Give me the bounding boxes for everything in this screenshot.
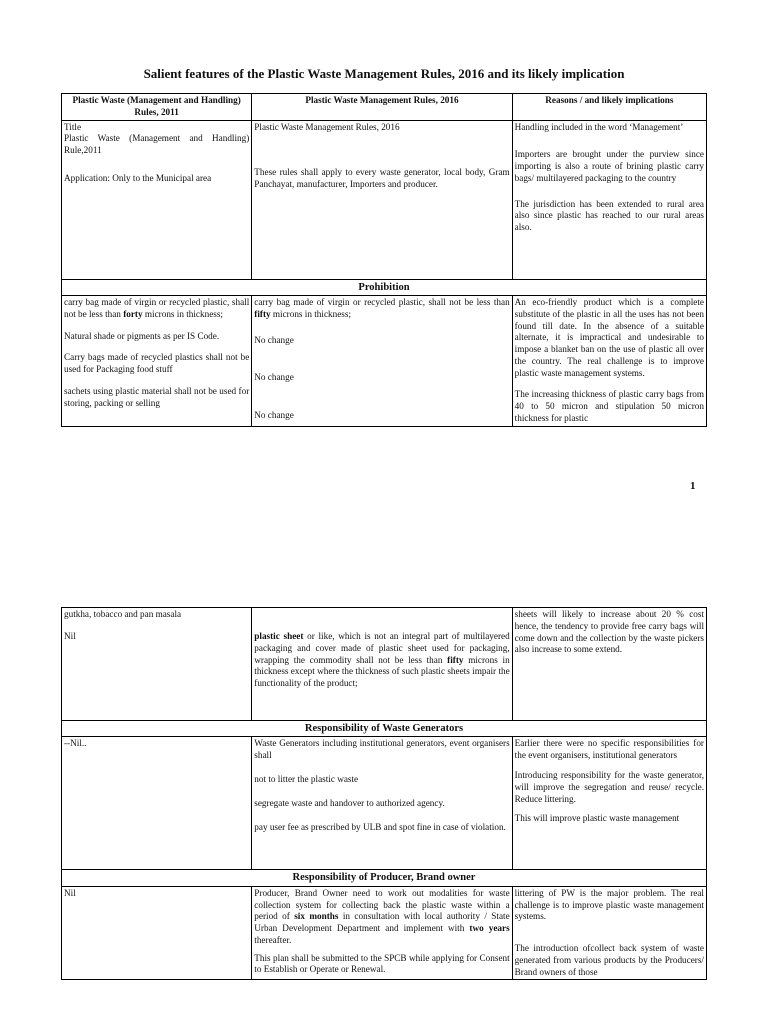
cell-text: Handling included in the word ‘Management’ xyxy=(514,121,684,132)
cell-text: Nil xyxy=(64,630,76,641)
section-heading: Responsibility of Waste Generators xyxy=(62,721,707,737)
cell-text: Importers are brought under the purview since importing is also a route of brining plastic carry bags/ multilayered packaging to the country xyxy=(514,149,704,183)
cell-text: No change xyxy=(254,334,294,345)
cell-text: gutkha, tobacco and pan masala xyxy=(64,609,182,619)
cell-text: Introducing responsibility for the waste generator, will improve the segregation and reuse/ recycle. Reduce littering. xyxy=(514,769,704,804)
section-row-waste-generators xyxy=(62,721,707,737)
cell-text: carry bag made of virgin or recycled plastic, shall not be less than forty microns in thickness; xyxy=(64,296,250,319)
cell-text: carry bag made of virgin or recycled plastic, shall not be less than fifty microns in thickness; xyxy=(254,296,510,319)
cell-text: No change xyxy=(254,410,294,421)
cell-text: sheets will likely to increase about 20 % cost hence, the tendency to provide free carry bags will come down and the collection by the waste pickers also increase to some extend. xyxy=(514,609,704,655)
page-number: 1 xyxy=(690,480,696,492)
table-row xyxy=(62,737,707,870)
features-table-page-1 xyxy=(61,93,707,427)
section-row-producer-brand-owner xyxy=(62,870,707,886)
table-row xyxy=(62,120,707,279)
cell-text: Natural shade or pigments as per IS Code. xyxy=(64,330,220,341)
cell-text: --Nil.. xyxy=(64,738,87,749)
header-implications: Reasons / and likely implications xyxy=(512,94,706,121)
header-rules-2011: Plastic Waste (Management and Handling) Rules, 2011 xyxy=(62,94,252,121)
header-rules-2016: Plastic Waste Management Rules, 2016 xyxy=(252,94,512,121)
cell-text: littering of PW is the major problem. The real challenge is to improve plastic waste management systems. xyxy=(514,887,704,922)
section-heading: Prohibition xyxy=(62,279,707,295)
cell-text: Title xyxy=(64,121,82,132)
cell-text: Producer, Brand Owner need to work out modalities for waste collection system for collecting back the plastic waste within a period of six months in consultation with local authority / State Urban Development Department and implement with two years thereafter. xyxy=(254,887,510,945)
cell-text: segregate waste and handover to authorized agency. xyxy=(254,797,445,808)
cell-text: Earlier there were no specific responsibilities for the event organisers, institutional generators xyxy=(514,738,704,761)
cell-text: No change xyxy=(254,372,294,383)
table-row xyxy=(62,295,707,426)
cell-text: sachets using plastic material shall not be used for storing, packing or selling xyxy=(64,385,250,408)
cell-text: Plastic Waste Management Rules, 2016 xyxy=(254,121,400,132)
cell-text: pay user fee as prescribed by ULB and spot fine in case of violation. xyxy=(254,821,506,832)
cell-text: An eco-friendly product which is a complete substitute of the plastic in all the uses has not been found till date. In the absence of a suitable alternate, it is impractical and undesirable to impose a blanket ban on the use of plastic all over the country. The real challenge is to improve plastic waste management systems. xyxy=(514,296,704,378)
cell-text: The introduction ofcollect back system of waste generated from various products by the Producers/ Brand owners of those xyxy=(514,943,704,977)
cell-text: Waste Generators including institutional generators, event organisers shall xyxy=(254,738,510,761)
cell-text: Nil xyxy=(64,887,76,898)
cell-text: This will improve plastic waste management xyxy=(514,813,680,824)
cell-text: The increasing thickness of plastic carry bags from 40 to 50 micron and stipulation 50 micron thickness for plastic xyxy=(514,389,704,423)
features-table-page-2 xyxy=(61,607,707,980)
table-header-row xyxy=(62,94,707,121)
cell-text: plastic sheet or like, which is not an integral part of multilayered packaging and cover made of plastic sheet used for packaging, wrapping the commodity shall not be less than fifty microns in thickness except where the thickness of such plastic sheets impair the functionality of the product; xyxy=(254,631,510,689)
cell-text: The jurisdiction has been extended to rural area also since plastic has reached to our rural areas also. xyxy=(514,198,704,233)
page-title: Salient features of the Plastic Waste Management Rules, 2016 and its likely implication xyxy=(143,66,625,81)
cell-text: not to litter the plastic waste xyxy=(254,773,359,784)
table-row xyxy=(62,608,707,721)
section-row-prohibition xyxy=(62,279,707,295)
cell-text: These rules shall apply to every waste generator, local body, Gram Panchayat, manufacturer, Importers and producer. xyxy=(254,167,510,190)
cell-text: Carry bags made of recycled plastics shall not be used for Packaging food stuff xyxy=(64,352,250,375)
cell-text: Application: Only to the Municipal area xyxy=(64,172,212,183)
cell-text: Plastic Waste (Management and Handling) Rule,2011 xyxy=(64,133,250,156)
section-heading: Responsibility of Producer, Brand owner xyxy=(62,870,707,886)
table-row xyxy=(62,886,707,980)
cell-text: This plan shall be submitted to the SPCB while applying for Consent to Establish or Operate or Renewal. xyxy=(254,952,510,975)
